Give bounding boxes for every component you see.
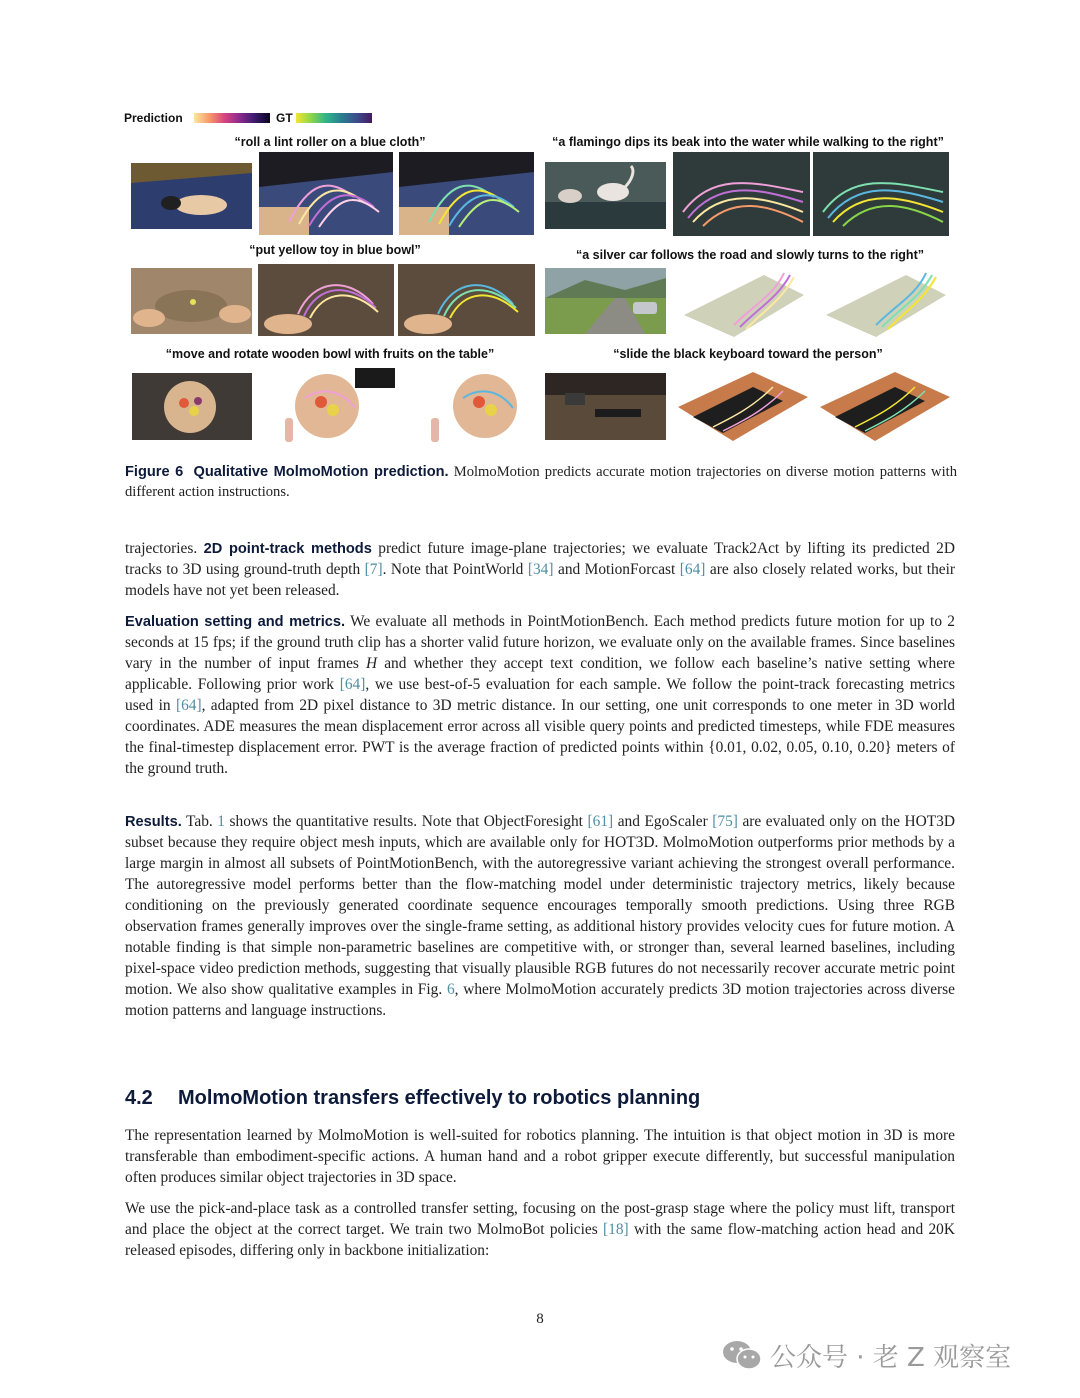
figure-caption [125, 462, 957, 502]
citation-link[interactable]: [64] [679, 561, 706, 578]
example-6-ground-truth [815, 367, 951, 443]
section-number: 4.2 [125, 1087, 153, 1109]
p3-text-e: , where MolmoMotion accurately predicts 3D motion trajectories across diverse motion patterns and language instructions. [125, 981, 955, 1019]
p2-runin-heading: Evaluation setting and metrics. [125, 614, 346, 630]
legend-gt-label: GT [276, 111, 293, 125]
p1-text-b: predict future image-plane trajectories; we evaluate Track2Act by lifting its predicted 2D tracks to 3D using ground-truth depth [125, 540, 955, 578]
example-2-input-frame [545, 162, 666, 229]
figure-title: Qualitative MolmoMotion prediction. [193, 464, 449, 480]
paragraph-results [125, 811, 955, 1021]
section-title: MolmoMotion transfers effectively to robotics planning [178, 1087, 701, 1109]
example-caption-1: “roll a lint roller on a blue cloth” [234, 135, 426, 149]
example-caption-5: “move and rotate wooden bowl with fruits on the table” [165, 347, 495, 361]
p1-text-d: and MotionForcast [557, 561, 676, 578]
watermark [722, 1335, 1011, 1375]
citation-link[interactable]: [7] [364, 561, 383, 578]
p5-text-b: with the same flow-matching action head and 20K released episodes, differing only in backbone initialization: [125, 1221, 955, 1259]
paragraph-evaluation-setting [125, 611, 955, 779]
p5-text-a: We use the pick-and-place task as a controlled transfer setting, focusing on the post-grasp stage where the policy must lift, transport and place the object at the correct target. We train two MolmoBot policies [125, 1200, 955, 1238]
prediction-colorbar [194, 113, 270, 123]
example-caption-2: “a flamingo dips its beak into the water while walking to the right” [552, 135, 944, 149]
paragraph-baselines [125, 538, 955, 601]
example-5-input-frame [132, 373, 252, 440]
paragraph-robotics-intro [125, 1125, 955, 1188]
page-number: 8 [536, 1311, 544, 1327]
example-5-prediction [265, 368, 395, 444]
citation-link[interactable]: [34] [527, 561, 554, 578]
citation-link[interactable]: [64] [175, 697, 202, 714]
figure-ref-link[interactable]: 6 [446, 981, 455, 998]
p1-text-c: . Note that PointWorld [382, 561, 524, 578]
citation-link[interactable]: [18] [603, 1221, 629, 1238]
example-3-input-frame [131, 268, 252, 334]
section-heading [125, 1087, 700, 1110]
example-1-prediction [259, 152, 393, 235]
example-1-input-frame [131, 163, 252, 229]
p4-text: The representation learned by MolmoMotion is well-suited for robotics planning. The intuition is that object motion in 3D is more transferable than embodiment-specific actions. A human hand and a robot gripper execute differently, but successful manipulation often produces similar object trajectories in 3D space. [125, 1127, 955, 1186]
example-caption-4: “a silver car follows the road and slowly turns to the right” [576, 248, 924, 262]
p3-text-d: are evaluated only on the HOT3D subset because they require object mesh inputs, which are available only for HOT3D. MolmoMotion outperforms prior methods by a large margin in almost all subsets of PointMotionBench, with the autoregressive variant achieving the strongest overall performance. The autoregressive model performs better than the flow-matching model under deterministic trajectory metrics, likely because conditioning on the previously generated coordinate sequence encourages temporally smooth predictions. Using three RGB observation frames generally improves over the single-frame setting, as additional history provides velocity cues for future motion. A notable finding is that simple non-parametric baselines are competitive with, or stronger than, several learned baselines, including pixel-space video prediction methods, suggesting that visually plausible RGB futures do not necessarily recover accurate metric point motion. We also show qualitative examples in Fig. [125, 813, 955, 998]
example-3-ground-truth [398, 264, 535, 336]
citation-link[interactable]: [61] [587, 813, 614, 830]
p3-text-c: and EgoScaler [617, 813, 708, 830]
example-2-ground-truth [813, 152, 949, 236]
paragraph-pick-and-place [125, 1198, 955, 1261]
p2-math-h: H [366, 655, 378, 672]
p2-text-a: We evaluate all methods in PointMotionBench. Each method predicts future motion for up to 2 seconds at 15 fps; if the ground truth clip has a shorter valid future horizon, we evaluate only on the available frames. Since baselines vary in the number of input frames [125, 613, 955, 672]
p1-runin-heading: 2D point-track methods [203, 541, 372, 557]
example-6-input-frame [545, 373, 666, 440]
table-ref-link[interactable]: 1 [217, 813, 225, 830]
citation-link[interactable]: [64] [339, 676, 366, 693]
example-6-prediction [673, 367, 810, 443]
example-1-ground-truth [399, 152, 534, 235]
example-4-prediction [674, 265, 810, 337]
example-4-ground-truth [816, 265, 956, 337]
figure-caption-text: MolmoMotion predicts accurate motion trajectories on diverse motion patterns with different action instructions. [125, 464, 957, 500]
legend-prediction-label: Prediction [124, 111, 183, 125]
p1-text-e: are also closely related works, but their models have not yet been released. [125, 561, 956, 599]
p3-text-a: Tab. [186, 813, 213, 830]
example-5-ground-truth [423, 368, 553, 444]
watermark-text: 公众号 · 老 Z 观察室 [770, 1342, 1012, 1373]
p2-text-d: , adapted from 2D pixel distance to 3D metric distance. In our setting, one unit corresponds to one meter in 3D world coordinates. ADE measures the mean displacement error across all visible query points and predicted timesteps, while FDE measures the final-timestep displacement error. PWT is the average fraction of predicted points within {0.01, 0.02, 0.05, 0.10, 0.20} meters of the ground truth. [125, 697, 956, 777]
gt-colorbar [296, 113, 372, 123]
citation-link[interactable]: [75] [712, 813, 738, 830]
figure-label: Figure 6 [125, 464, 184, 480]
example-3-prediction [258, 264, 394, 336]
example-2-prediction [673, 152, 810, 236]
example-4-input-frame [545, 268, 666, 334]
example-caption-6: “slide the black keyboard toward the person” [613, 347, 883, 361]
p3-text-b: shows the quantitative results. Note that ObjectForesight [229, 813, 583, 830]
p2-text-b: and whether they accept text condition, we follow each baseline’s native setting where applicable. Following prior work [125, 655, 955, 693]
wechat-icon [722, 1338, 762, 1372]
p3-runin-heading: Results. [125, 814, 182, 830]
example-caption-3: “put yellow toy in blue bowl” [249, 243, 421, 257]
p1-text-a: trajectories. [125, 540, 198, 557]
p2-text-c: , we use best-of-5 evaluation for each sample. We follow the point-track forecasting metrics used in [125, 676, 955, 714]
